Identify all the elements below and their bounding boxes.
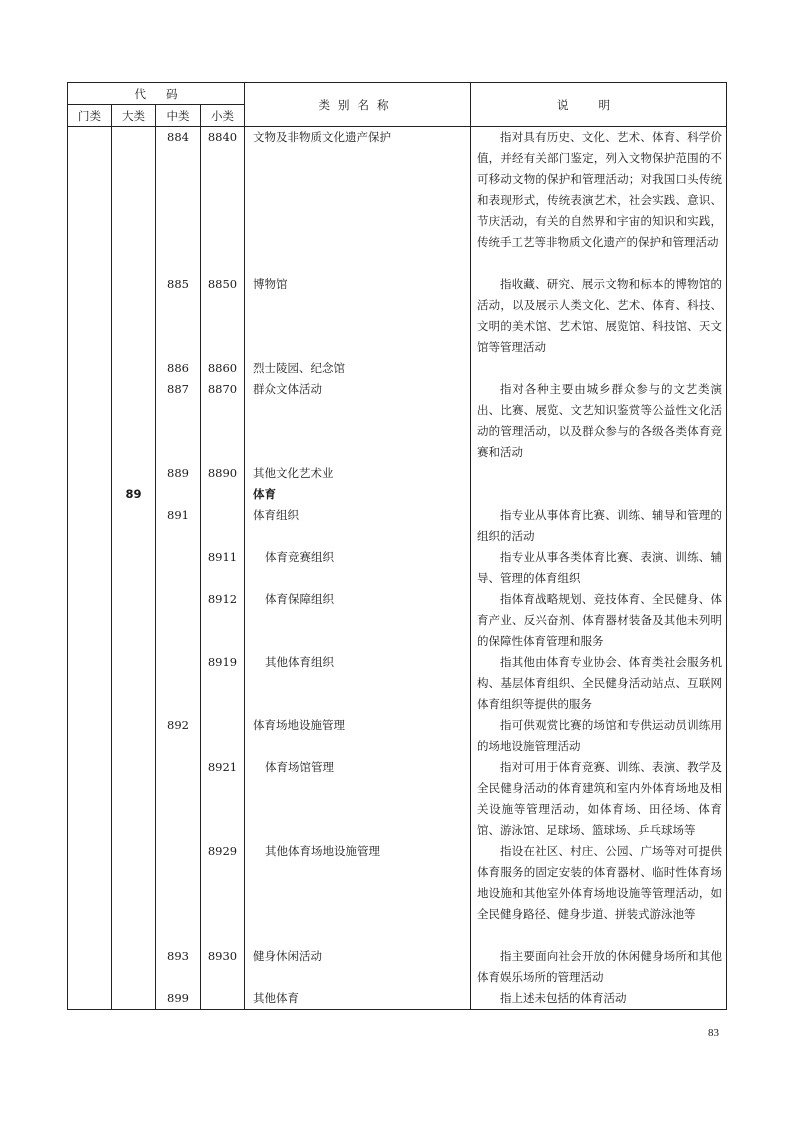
table-row [68, 274, 727, 358]
class-cell: 8860 [201, 358, 245, 379]
group-cell [156, 757, 201, 841]
class-cell: 8929 [201, 841, 245, 946]
category-name-cell: 其他体育 [245, 988, 471, 1010]
description-header: 说明 [471, 83, 727, 127]
table-row [68, 841, 727, 946]
category-name-cell: 体育场馆管理 [245, 757, 471, 841]
section-cell [68, 946, 112, 988]
class-cell [201, 715, 245, 757]
group-cell: 886 [156, 358, 201, 379]
group-cell: 892 [156, 715, 201, 757]
section-cell [68, 652, 112, 715]
table-body [68, 127, 727, 1010]
table-row [68, 589, 727, 652]
category-name-cell: 烈士陵园、纪念馆 [245, 358, 471, 379]
group-cell: 893 [156, 946, 201, 988]
division-cell [112, 841, 156, 946]
group-cell: 899 [156, 988, 201, 1010]
class-cell [201, 484, 245, 505]
section-cell [68, 274, 112, 358]
table-row [68, 463, 727, 484]
description-cell: 指收藏、研究、展示文物和标本的博物馆的活动，以及展示人类文化、艺术、体育、科技、文明的美术馆、艺术馆、展览馆、科技馆、天文馆等管理活动 [471, 274, 727, 358]
category-name-cell: 其他体育场地设施管理 [245, 841, 471, 946]
group-cell [156, 652, 201, 715]
group-cell [156, 841, 201, 946]
class-cell: 8890 [201, 463, 245, 484]
description-cell: 指对各种主要由城乡群众参与的文艺类演出、比赛、展览、文艺知识鉴赏等公益性文化活动的管理活动，以及群众参与的各级各类体育竞赛和活动 [471, 379, 727, 463]
category-name-cell: 健身休闲活动 [245, 946, 471, 988]
table-row [68, 988, 727, 1010]
category-name-cell: 体育组织 [245, 505, 471, 547]
section-cell [68, 757, 112, 841]
section-cell [68, 841, 112, 946]
table-row [68, 484, 727, 505]
section-cell [68, 715, 112, 757]
section-cell [68, 463, 112, 484]
table-row [68, 946, 727, 988]
group-cell [156, 484, 201, 505]
group-cell: 889 [156, 463, 201, 484]
description-cell [471, 358, 727, 379]
table-row [68, 505, 727, 547]
section-cell [68, 547, 112, 589]
division-cell [112, 946, 156, 988]
class-header: 小类 [201, 105, 245, 127]
division-cell [112, 589, 156, 652]
table-row [68, 715, 727, 757]
group-cell [156, 589, 201, 652]
class-cell: 8911 [201, 547, 245, 589]
class-cell: 8850 [201, 274, 245, 358]
description-cell: 指专业从事各类体育比赛、表演、训练、辅导、管理的体育组织 [471, 547, 727, 589]
class-cell: 8912 [201, 589, 245, 652]
description-cell [471, 463, 727, 484]
section-cell [68, 379, 112, 463]
description-cell: 指对具有历史、文化、艺术、体育、科学价值，并经有关部门鉴定，列入文物保护范围的不可移动文物的保护和管理活动；对我国口头传统和表现形式，传统表演艺术，社会实践、意识、节庆活动，有关的自然界和宇宙的知识和实践，传统手工艺等非物质文化遗产的保护和管理活动 [471, 127, 727, 275]
category-name-cell: 体育 [245, 484, 471, 505]
division-cell [112, 988, 156, 1010]
table-row [68, 652, 727, 715]
group-cell: 885 [156, 274, 201, 358]
class-cell [201, 505, 245, 547]
table-row [68, 757, 727, 841]
group-header: 中类 [156, 105, 201, 127]
description-cell: 指主要面向社会开放的休闲健身场所和其他体育娱乐场所的管理活动 [471, 946, 727, 988]
division-header: 大类 [112, 105, 156, 127]
class-cell: 8921 [201, 757, 245, 841]
section-cell [68, 988, 112, 1010]
class-cell [201, 988, 245, 1010]
description-cell: 指其他由体育专业协会、体育类社会服务机构、基层体育组织、全民健身活动站点、互联网体育组织等提供的服务 [471, 652, 727, 715]
category-name-cell: 文物及非物质文化遗产保护 [245, 127, 471, 275]
division-cell [112, 547, 156, 589]
division-cell [112, 127, 156, 275]
category-name-cell: 体育场地设施管理 [245, 715, 471, 757]
description-cell: 指上述未包括的体育活动 [471, 988, 727, 1010]
division-cell [112, 505, 156, 547]
description-cell: 指对可用于体育竞赛、训练、表演、教学及全民健身活动的体育建筑和室内外体育场地及相关设施等管理活动，如体育场、田径场、体育馆、游泳馆、足球场、篮球场、乒乓球场等 [471, 757, 727, 841]
class-cell: 8919 [201, 652, 245, 715]
division-cell [112, 652, 156, 715]
division-cell [112, 757, 156, 841]
description-cell [471, 484, 727, 505]
description-cell: 指可供观赏比赛的场馆和专供运动员训练用的场地设施管理活动 [471, 715, 727, 757]
description-cell: 指专业从事体育比赛、训练、辅导和管理的组织的活动 [471, 505, 727, 547]
header-row-1 [68, 83, 727, 105]
division-cell: 89 [112, 484, 156, 505]
section-cell [68, 358, 112, 379]
class-cell: 8870 [201, 379, 245, 463]
table-row [68, 127, 727, 275]
class-cell: 8930 [201, 946, 245, 988]
table-row [68, 358, 727, 379]
group-cell: 891 [156, 505, 201, 547]
class-cell: 8840 [201, 127, 245, 275]
category-name-cell: 博物馆 [245, 274, 471, 358]
table-row [68, 547, 727, 589]
table-row [68, 379, 727, 463]
classification-table [67, 82, 727, 1010]
division-cell [112, 379, 156, 463]
category-name-header: 类别名称 [245, 83, 471, 127]
division-cell [112, 715, 156, 757]
page-number: 83 [708, 1027, 719, 1039]
section-cell [68, 484, 112, 505]
section-header: 门类 [68, 105, 112, 127]
division-cell [112, 463, 156, 484]
group-cell: 887 [156, 379, 201, 463]
description-cell: 指体育战略规划、竞技体育、全民健身、体育产业、反兴奋剂、体育器材装备及其他未列明的保障性体育管理和服务 [471, 589, 727, 652]
division-cell [112, 274, 156, 358]
section-cell [68, 505, 112, 547]
division-cell [112, 358, 156, 379]
code-group-header: 代码 [68, 83, 245, 105]
category-name-cell: 其他文化艺术业 [245, 463, 471, 484]
group-cell: 884 [156, 127, 201, 275]
category-name-cell: 体育保障组织 [245, 589, 471, 652]
description-cell: 指设在社区、村庄、公园、广场等对可提供体育服务的固定安装的体育器材、临时性体育场地设施和其他室外体育场地设施等管理活动，如全民健身路径、健身步道、拼装式游泳池等 [471, 841, 727, 946]
category-name-cell: 体育竞赛组织 [245, 547, 471, 589]
category-name-cell: 其他体育组织 [245, 652, 471, 715]
group-cell [156, 547, 201, 589]
section-cell [68, 127, 112, 275]
section-cell [68, 589, 112, 652]
category-name-cell: 群众文体活动 [245, 379, 471, 463]
